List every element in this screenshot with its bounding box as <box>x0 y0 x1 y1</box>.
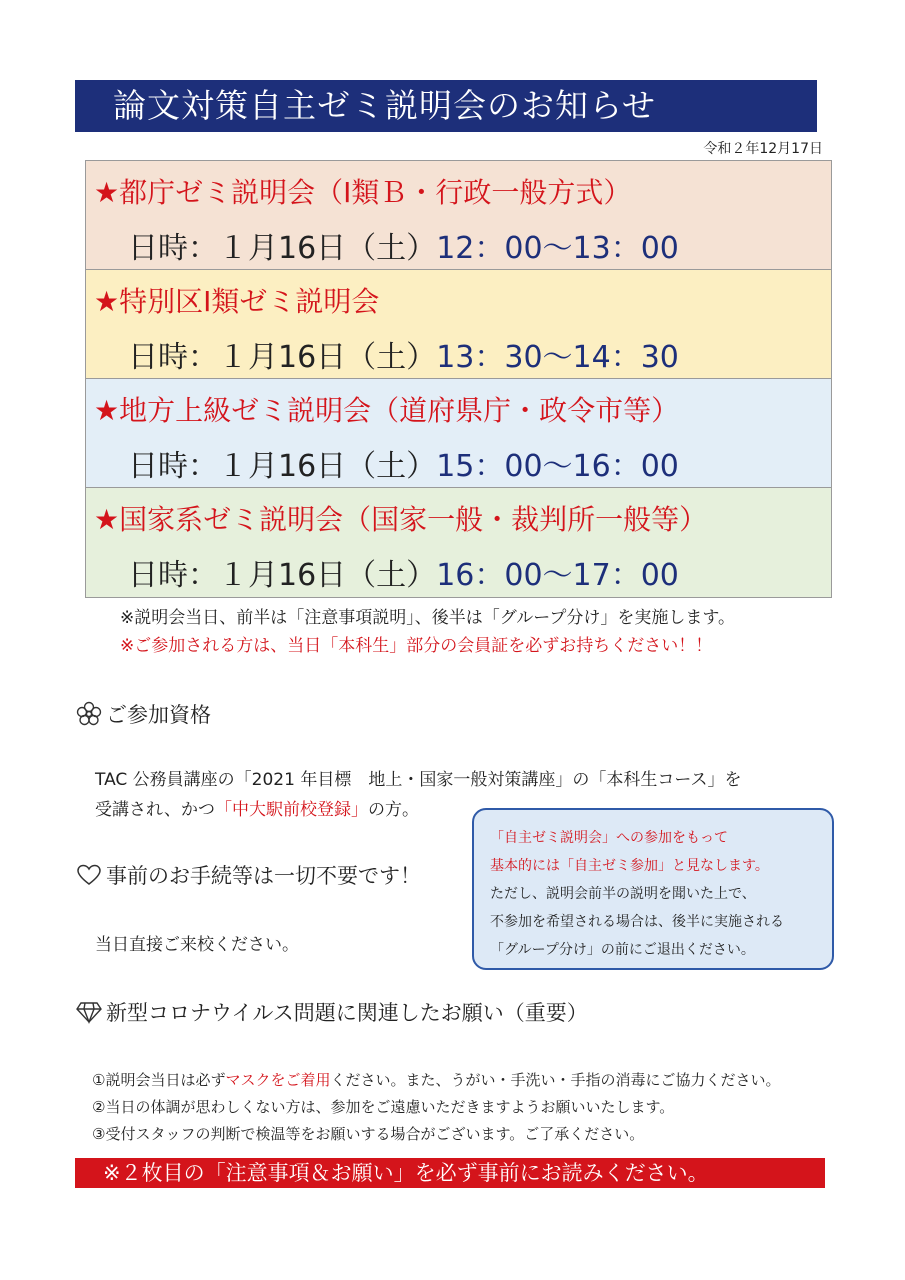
session-date-label: 日時：１月16日（土） <box>128 231 437 266</box>
qualification-heading <box>76 699 211 729</box>
session-hours: 16：00～17：00 <box>436 558 679 593</box>
session-table <box>85 160 832 598</box>
qualification-line2-post: の方。 <box>368 800 420 820</box>
campus-registration: 「中大駅前校登録」 <box>215 800 369 820</box>
corona-item-1-post: ください。また、うがい・手洗い・手指の消毒にご協力ください。 <box>330 1071 781 1089</box>
qualification-line1: TAC 公務員講座の「2021 年目標 地上・国家一般対策講座」の「本科生コース」を <box>95 770 742 790</box>
session-hours: 13：30～14：30 <box>436 340 679 375</box>
session-date-label: 日時：１月16日（土） <box>128 449 437 484</box>
session-time <box>128 550 679 594</box>
heart-icon <box>76 863 102 887</box>
session-title: ★特別区Ⅰ類ゼミ説明会 <box>94 285 380 318</box>
callout-line5: 「グループ分け」の前にご退出ください。 <box>490 942 755 958</box>
qualification-line2-pre: 受講され、かつ <box>95 800 216 820</box>
procedure-heading-text: 事前のお手続等は一切不要です！ <box>106 864 421 888</box>
session-time <box>128 223 679 267</box>
participation-callout <box>472 808 834 970</box>
session-kokka <box>86 488 831 597</box>
procedure-heading <box>76 860 421 890</box>
session-hours: 15：00～16：00 <box>436 449 679 484</box>
mask-emphasis: マスクをご着用 <box>225 1071 331 1089</box>
session-note: ※説明会当日、前半は「注意事項説明」、後半は「グループ分け」を実施します。 <box>120 608 736 628</box>
session-date-label: 日時：１月16日（土） <box>128 340 437 375</box>
callout-line4: 不参加を希望される場合は、後半に実施される <box>490 914 784 930</box>
session-time <box>128 332 679 376</box>
flower-icon <box>76 701 102 727</box>
callout-line2: 基本的には「自主ゼミ参加」と見なします。 <box>490 858 769 874</box>
corona-heading-text: 新型コロナウイルス問題に関連したお願い（重要） <box>106 1001 588 1025</box>
diamond-icon <box>76 1000 102 1024</box>
corona-item-1 <box>92 1069 780 1090</box>
procedure-text: 当日直接ご来校ください。 <box>95 935 299 955</box>
corona-item-1-pre: ①説明会当日は必ず <box>92 1071 226 1089</box>
callout-line1: 「自主ゼミ説明会」への参加をもって <box>490 830 728 846</box>
qualification-line2 <box>95 795 419 820</box>
bottom-notice: ※２枚目の「注意事項＆お願い」を必ず事前にお読みください。 <box>75 1158 825 1188</box>
corona-heading <box>76 997 588 1027</box>
callout-line3: ただし、説明会前半の説明を聞いた上で、 <box>490 886 756 902</box>
membership-card-note: ※ご参加される方は、当日「本科生」部分の会員証を必ずお持ちください！！ <box>120 636 713 656</box>
corona-item-2: ②当日の体調が思わしくない方は、参加をご遠慮いただきますようお願いいたします。 <box>92 1098 675 1116</box>
session-title: ★都庁ゼミ説明会（Ⅰ類Ｂ・行政一般方式） <box>94 176 632 209</box>
session-tokubetsuku <box>86 270 831 379</box>
session-chiho <box>86 379 831 488</box>
corona-item-3: ③受付スタッフの判断で検温等をお願いする場合がございます。ご了承ください。 <box>92 1125 645 1143</box>
page-title: 論文対策自主ゼミ説明会のお知らせ <box>75 80 817 132</box>
session-tocho <box>86 161 831 270</box>
qualification-heading-text: ご参加資格 <box>106 703 211 727</box>
session-date-label: 日時：１月16日（土） <box>128 558 437 593</box>
issue-date: 令和２年12月17日 <box>703 141 823 157</box>
session-hours: 12：00～13：00 <box>436 231 679 266</box>
session-title: ★国家系ゼミ説明会（国家一般・裁判所一般等） <box>94 503 708 536</box>
session-title: ★地方上級ゼミ説明会（道府県庁・政令市等） <box>94 394 680 427</box>
session-time <box>128 441 679 485</box>
